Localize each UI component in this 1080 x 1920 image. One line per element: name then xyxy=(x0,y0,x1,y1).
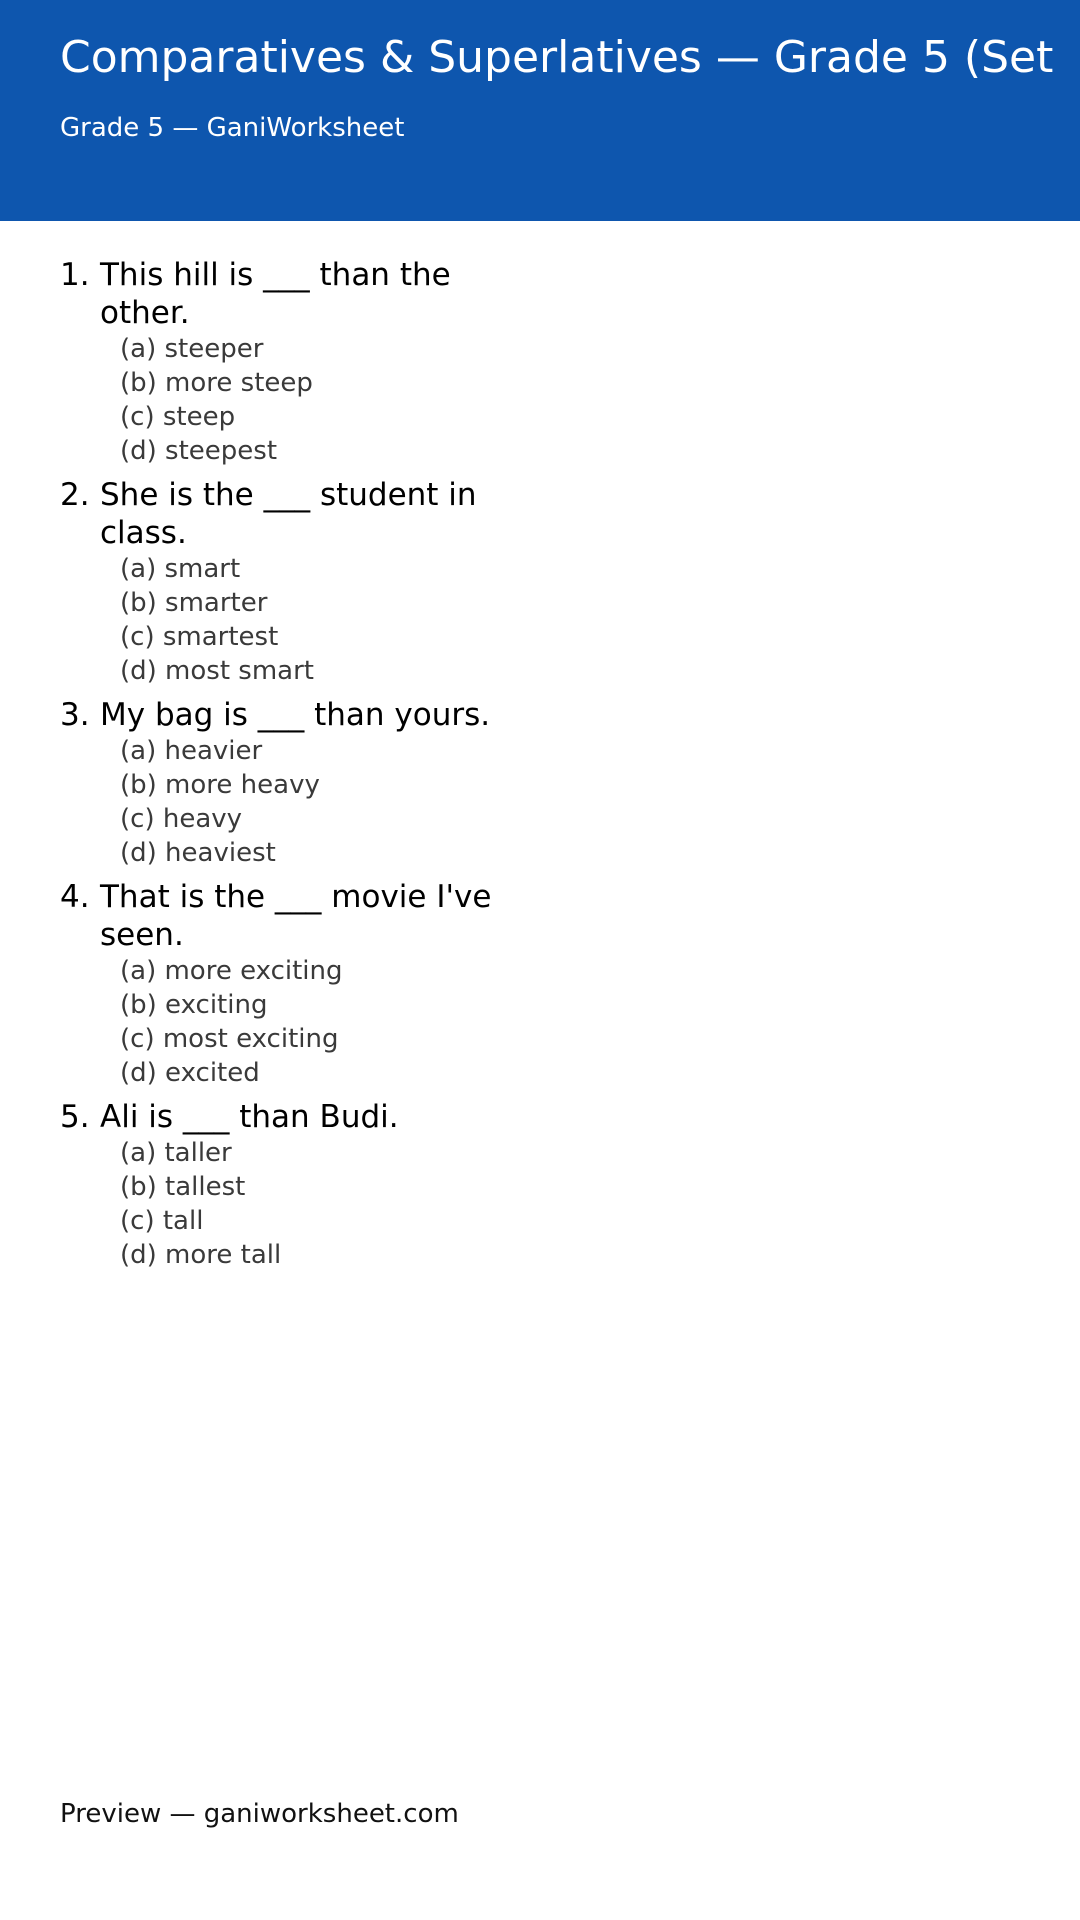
question-text: That is the ___ movie I've seen. xyxy=(100,879,492,953)
option-list xyxy=(60,954,620,1090)
question-text: My bag is ___ than yours. xyxy=(100,697,491,733)
question-number: 2. xyxy=(60,477,90,513)
question-2 xyxy=(60,476,620,688)
page-subtitle: Grade 5 — GaniWorksheet xyxy=(60,113,405,143)
option-list xyxy=(60,332,620,468)
option-d: (d) more tall xyxy=(120,1240,282,1270)
option-a: (a) taller xyxy=(120,1138,232,1168)
question-text: Ali is ___ than Budi. xyxy=(100,1099,399,1135)
option-a: (a) smart xyxy=(120,554,241,584)
question-4 xyxy=(60,878,620,1090)
question-list xyxy=(60,256,620,1280)
option-list xyxy=(60,734,620,870)
page-title: Comparatives & Superlatives — Grade 5 (Set xyxy=(60,32,1054,83)
question-5 xyxy=(60,1098,620,1272)
option-d: (d) steepest xyxy=(120,436,278,466)
option-d: (d) excited xyxy=(120,1058,260,1088)
option-b: (b) tallest xyxy=(120,1172,246,1202)
header-banner xyxy=(0,0,1080,221)
question-1 xyxy=(60,256,620,468)
question-number: 3. xyxy=(60,697,90,733)
option-b: (b) smarter xyxy=(120,588,268,618)
footer-preview-text: Preview — ganiworksheet.com xyxy=(60,1799,459,1829)
option-b: (b) exciting xyxy=(120,990,268,1020)
option-c: (c) steep xyxy=(120,402,236,432)
option-b: (b) more heavy xyxy=(120,770,320,800)
question-text: This hill is ___ than the other. xyxy=(100,257,451,331)
question-3 xyxy=(60,696,620,870)
option-a: (a) more exciting xyxy=(120,956,343,986)
option-d: (d) most smart xyxy=(120,656,314,686)
option-list xyxy=(60,1136,620,1272)
option-list xyxy=(60,552,620,688)
question-number: 4. xyxy=(60,879,90,915)
option-c: (c) tall xyxy=(120,1206,204,1236)
option-c: (c) most exciting xyxy=(120,1024,339,1054)
question-number: 1. xyxy=(60,257,90,293)
option-a: (a) heavier xyxy=(120,736,263,766)
option-c: (c) smartest xyxy=(120,622,279,652)
question-number: 5. xyxy=(60,1099,90,1135)
option-b: (b) more steep xyxy=(120,368,313,398)
option-c: (c) heavy xyxy=(120,804,243,834)
question-text: She is the ___ student in class. xyxy=(100,477,477,551)
option-d: (d) heaviest xyxy=(120,838,276,868)
option-a: (a) steeper xyxy=(120,334,264,364)
